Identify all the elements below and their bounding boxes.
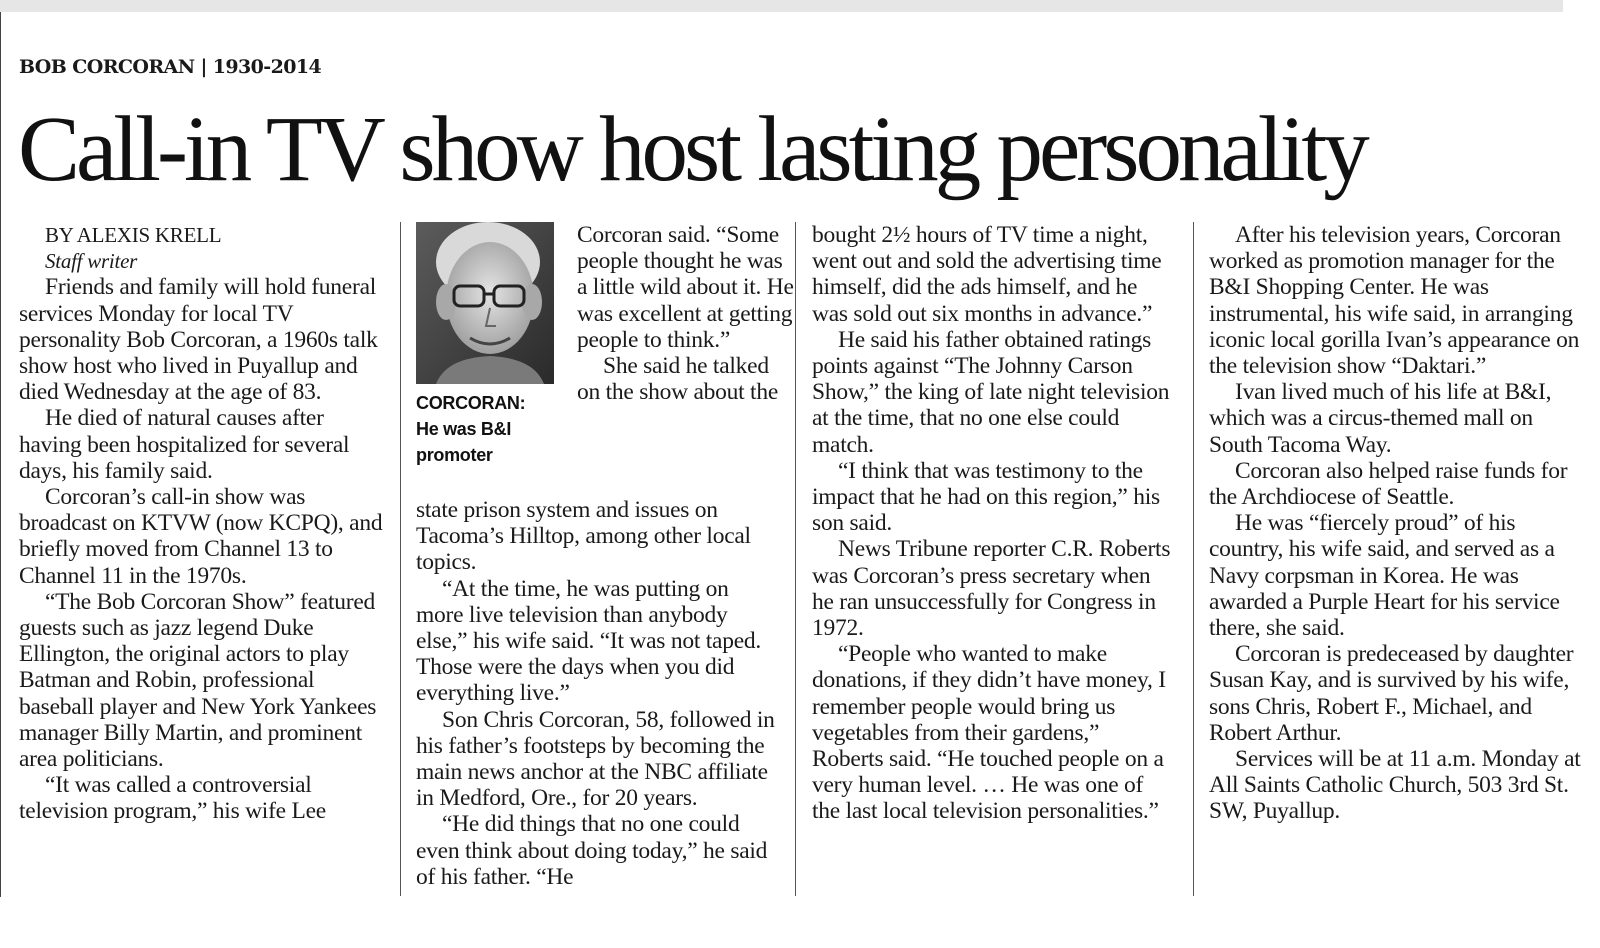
paragraph: Ivan lived much of his life at B&I, which was a circus-themed mall on South Tacoma Way. xyxy=(1209,379,1552,458)
paragraph: Corcoran also helped raise funds for the Archdiocese of Seattle. xyxy=(1209,457,1568,511)
paragraph: “I think that was testimony to the impact that he had on this region,” his son said. xyxy=(812,457,1160,537)
article-column-4 xyxy=(1209,222,1584,825)
paragraph: “It was called a controversial television program,” his wife Lee xyxy=(19,772,326,825)
article-column-3 xyxy=(812,222,1175,825)
portrait-photo xyxy=(416,222,554,384)
paragraph: Son Chris Corcoran, 58, followed in his father’s footsteps by becoming the main news anchor at the NBC affiliate in Medford, Ore., for 20 years. xyxy=(416,706,775,812)
paragraph: Corcoran said. “Some people thought he was a little wild about it. He was excellent at getting people to think.” xyxy=(577,222,794,353)
paragraph: He died of natural causes after having been hospitalized for several days, his family said. xyxy=(19,405,350,484)
column-rule xyxy=(795,222,796,896)
paragraph: He was “fiercely proud” of his country, his wife said, and served as a Navy corpsman in Korea. He was awarded a Purple Heart for his service there, she said. xyxy=(1209,510,1560,642)
paragraph: Corcoran is predeceased by daughter Susan Kay, and is survived by his wife, sons Chris, Robert F., Michael, and Robert Arthur. xyxy=(1209,641,1574,746)
paragraph: bought 2½ hours of TV time a night, went out and sold the advertising time himself, did the ads himself, and he was sold out six months in advance.” xyxy=(812,222,1162,327)
paragraph: “He did things that no one could even think about doing today,” he said of his father. “He xyxy=(416,811,768,890)
paragraph: “People who wanted to make donations, if they didn’t have money, I remember people would bring us vegetables from their gardens,” Roberts said. “He touched people on a very human level. … He was one of the last local television personalities.” xyxy=(812,641,1166,825)
photo-caption-label: CORCORAN: xyxy=(416,393,526,413)
article-column-1 xyxy=(19,222,389,825)
paragraph: Friends and family will hold funeral services Monday for local TV personality Bob Corcoran, a 1960s talk show host who lived in Puyallup and died Wednesday at the age of 83. xyxy=(19,274,378,406)
photo-caption-text: He was B&I xyxy=(416,419,512,439)
paragraph: News Tribune reporter C.R. Roberts was Corcoran’s press secretary when he ran unsuccessfully for Congress in 1972. xyxy=(812,536,1171,642)
section-kicker: BOB CORCORAN | 1930-2014 xyxy=(19,56,322,78)
paragraph: He said his father obtained ratings points against “The Johnny Carson Show,” the king of late night television at the time, that no one else could match. xyxy=(812,326,1170,458)
paragraph: After his television years, Corcoran worked as promotion manager for the B&I Shopping Center. He was instrumental, his wife said, in arranging iconic local gorilla Ivan’s appearance on the television show “Daktari.” xyxy=(1209,222,1580,380)
paragraph: Services will be at 11 a.m. Monday at All Saints Catholic Church, 503 3rd St. SW, Puyallup. xyxy=(1209,746,1581,825)
article-column-2-top xyxy=(577,222,797,405)
paragraph: “At the time, he was putting on more live television than anybody else,” his wife said. “It was not taped. Those were the days when you did everything live.” xyxy=(416,575,762,707)
paragraph: “The Bob Corcoran Show” featured guests such as jazz legend Duke Ellington, the original actors to play Batman and Robin, professional baseball player and New York Yankees manager Billy Martin, and prominent area politicians. xyxy=(19,588,377,773)
byline: BY ALEXIS KRELL xyxy=(45,223,222,247)
column-rule xyxy=(400,222,401,896)
page-top-bar xyxy=(0,0,1563,12)
article-column-2 xyxy=(416,497,781,890)
paragraph: She said he talked on the show about the xyxy=(577,353,778,406)
photo-caption-text: promoter xyxy=(416,445,493,465)
left-margin-rule xyxy=(0,12,1,897)
paragraph: state prison system and issues on Tacoma’s Hilltop, among other local topics. xyxy=(416,497,751,576)
byline-role: Staff writer xyxy=(45,249,138,274)
column-rule xyxy=(1193,222,1194,896)
headline: Call-in TV show host lasting personality xyxy=(18,98,1366,201)
paragraph: Corcoran’s call-in show was broadcast on KTVW (now KCPQ), and briefly moved from Channel 13 to Channel 11 in the 1970s. xyxy=(19,484,383,589)
